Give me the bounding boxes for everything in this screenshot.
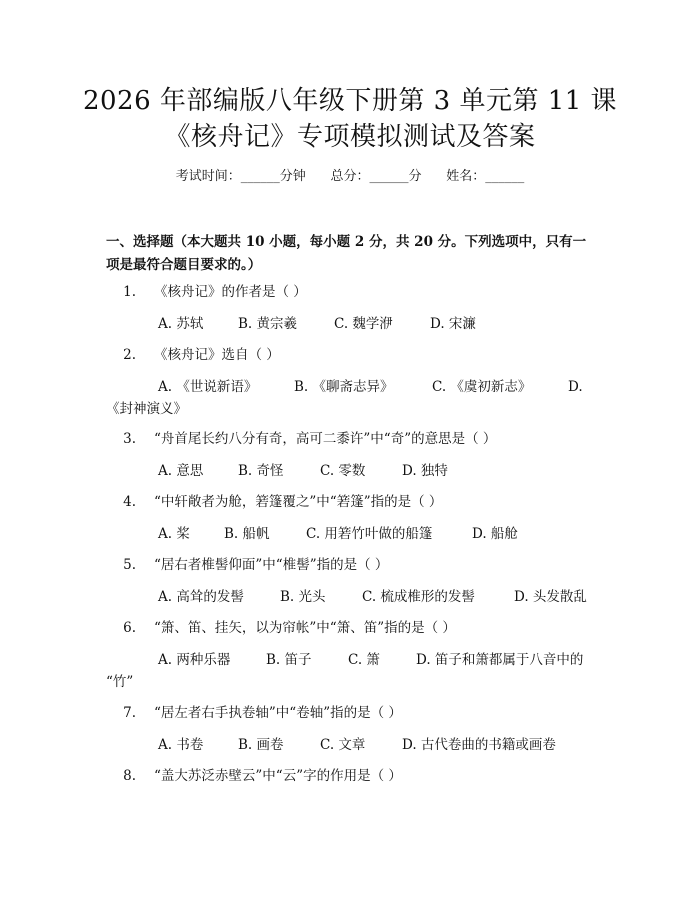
question-6 (106, 617, 596, 639)
option-d: D. 宋濂 (430, 316, 476, 332)
question-number: 2. (123, 347, 136, 363)
question-stem: 《核舟记》选自（ ） (154, 347, 280, 363)
option-b: B. 画卷 (238, 737, 284, 753)
option-c: C. 魏学洢 (334, 316, 393, 332)
exam-info-line: 考试时间：______分钟 总分：______分 姓名：______ (175, 169, 525, 184)
question-2 (106, 344, 596, 366)
question-number: 5. (123, 557, 136, 573)
option-a: A. 高耸的发髻 (158, 589, 244, 605)
question-7 (106, 702, 596, 724)
option-b: B. 光头 (280, 589, 326, 605)
option-b: B. 船帆 (224, 526, 270, 542)
option-a: A. 《世说新语》 (158, 379, 258, 395)
question-stem: 《核舟记》的作者是（ ） (154, 284, 307, 300)
document-title-line-2: 《核舟记》专项模拟测试及答案 (164, 122, 536, 152)
option-d: D. 船舱 (472, 526, 518, 542)
option-d: D. 独特 (402, 463, 448, 479)
option-d: D. 古代卷曲的书籍或画卷 (402, 737, 556, 753)
document-title-line-1: 2026 年部编版八年级下册第 3 单元第 11 课 (82, 86, 618, 116)
option-b: B. 奇怪 (238, 463, 284, 479)
question-number: 4. (123, 494, 136, 510)
question-stem: “居右者椎髻仰面”中“椎髻”指的是（ ） (154, 557, 389, 573)
question-3 (106, 428, 596, 450)
question-stem: “舟首尾长约八分有奇，高可二黍许”中“奇”的意思是（ ） (154, 431, 497, 447)
option-a: A. 书卷 (158, 737, 204, 753)
option-c: C. 用箬竹叶做的船篷 (306, 526, 433, 542)
question-4 (106, 491, 596, 513)
option-c: C. 箫 (348, 652, 380, 668)
section-heading-multiple-choice: 一、选择题（本大题共 10 小题，每小题 2 分，共 20 分。下列选项中，只有一项是最符合题目要求的。） (106, 234, 587, 273)
question-number: 3. (123, 431, 136, 447)
question-2-option-d-wrap: 《封神演义》 (106, 401, 187, 417)
option-a: A. 桨 (158, 526, 190, 542)
question-number: 6. (123, 620, 136, 636)
question-stem: “居左者右手执卷轴”中“卷轴”指的是（ ） (154, 705, 402, 721)
question-number: 7. (123, 705, 136, 721)
question-number: 8. (123, 768, 136, 784)
option-b: B. 黄宗羲 (238, 316, 298, 332)
question-stem: “盖大苏泛赤壁云”中“云”字的作用是（ ） (154, 768, 402, 784)
option-a: A. 两种乐器 (158, 652, 231, 668)
question-5 (106, 554, 596, 576)
question-stem: “中轩敞者为舱，箬篷覆之”中“箬篷”指的是（ ） (154, 494, 443, 510)
option-c: C. 《虞初新志》 (432, 379, 532, 395)
option-a: A. 意思 (158, 463, 204, 479)
option-a: A. 苏轼 (158, 316, 204, 332)
question-6-option-d-wrap: “竹” (106, 674, 134, 690)
option-c: C. 文章 (320, 737, 366, 753)
option-d: D. (568, 379, 583, 395)
option-b: B. 笛子 (266, 652, 312, 668)
question-1 (106, 281, 596, 303)
question-8 (106, 765, 596, 787)
option-c: C. 梳成椎形的发髻 (362, 589, 475, 605)
question-number: 1. (123, 284, 136, 300)
option-d: D. 笛子和箫都属于八音中的 (416, 652, 584, 668)
question-stem: “箫、笛、挂矢，以为帘帐”中“箫、笛”指的是（ ） (154, 620, 456, 636)
option-b: B. 《聊斋志异》 (294, 379, 394, 395)
option-c: C. 零数 (320, 463, 366, 479)
option-d: D. 头发散乱 (514, 589, 587, 605)
